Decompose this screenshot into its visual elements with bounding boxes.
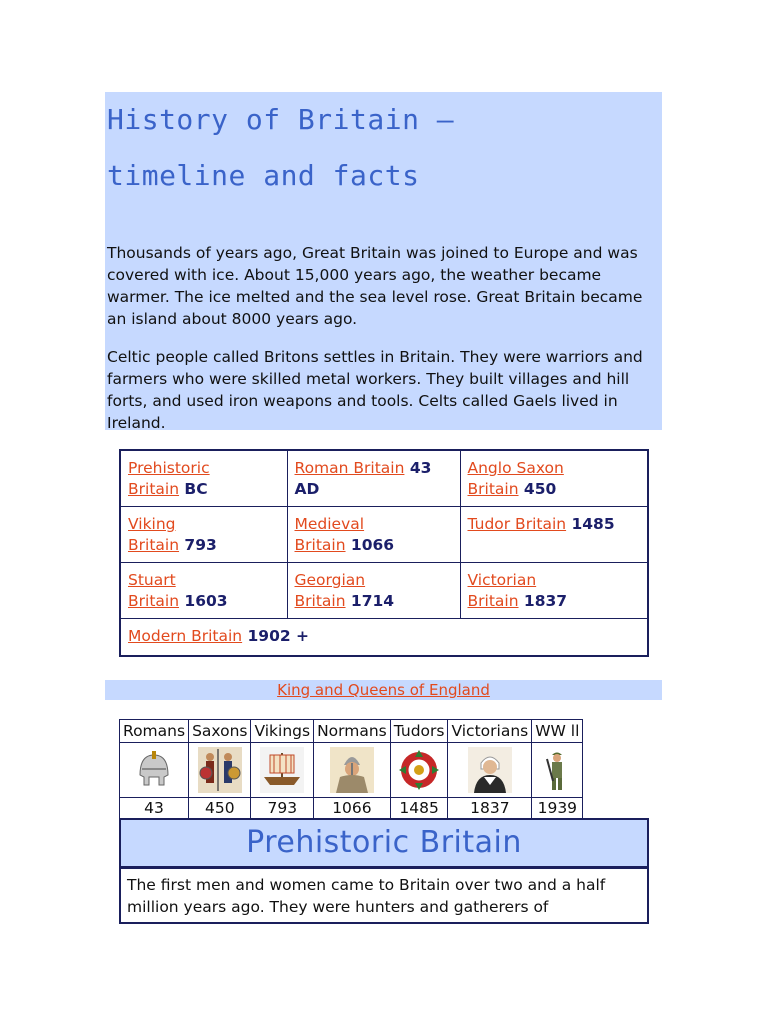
period-year: 1485 [390, 798, 448, 819]
era-link-medieval[interactable]: Medieval Britain [294, 515, 365, 554]
monarchs-table [119, 719, 583, 819]
title-line-1: History of Britain – [107, 103, 455, 136]
period-picture-cell[interactable] [251, 743, 314, 798]
title-line-2: timeline and facts [107, 159, 420, 192]
intro-paragraph-celts: Celtic people called Britons settles in Britain. They were warriors and farmers who were skilled metal workers. They built villages and hill forts, and used iron weapons and tools. Celts called Gaels lived in Ireland. [107, 348, 643, 432]
era-year: 1837 [518, 592, 568, 610]
soldier-icon[interactable] [535, 747, 579, 793]
kings-queens-link[interactable]: King and Queens of England [277, 681, 490, 699]
period-year: 450 [189, 798, 251, 819]
period-picture-cell[interactable] [390, 743, 448, 798]
era-year: 43 AD [294, 459, 432, 498]
era-link-roman[interactable]: Roman Britain [294, 459, 405, 477]
period-picture-cell[interactable] [448, 743, 532, 798]
prehistoric-text: The first men and women came to Britain over two and a half million years ago. They were hunters and gatherers of [119, 868, 649, 924]
period-picture-cell[interactable] [314, 743, 391, 798]
era-link-victorian[interactable]: Victorian Britain [467, 571, 537, 610]
queen-victoria-icon[interactable] [468, 747, 512, 793]
saxon-warriors-icon[interactable] [198, 747, 242, 793]
period-picture-cell[interactable] [189, 743, 251, 798]
era-cell-georgian [287, 563, 460, 619]
era-link-georgian[interactable]: Georgian Britain [294, 571, 366, 610]
viking-ship-icon[interactable] [260, 747, 304, 793]
era-cell-stuart [120, 563, 287, 619]
era-year: 1066 [345, 536, 395, 554]
period-name: Vikings [251, 720, 314, 743]
era-year: 1714 [345, 592, 395, 610]
period-name: Normans [314, 720, 391, 743]
period-name: Victorians [448, 720, 532, 743]
period-year: 1939 [532, 798, 583, 819]
era-year: 1485 [566, 515, 615, 533]
era-year: 1603 [179, 592, 228, 610]
norman-knight-icon[interactable] [330, 747, 374, 793]
era-links-table [119, 449, 649, 657]
page-title [107, 92, 647, 204]
intro-paragraph-ice: Thousands of years ago, Great Britain was joined to Europe and was covered with ice. About 15,000 years ago, the weather became warmer. The ice melted and the sea level rose. Great Britain became an island about 8000 years ago. [107, 244, 643, 328]
era-year: 793 [179, 536, 217, 554]
period-year: 43 [120, 798, 189, 819]
tudor-rose-icon[interactable] [397, 747, 441, 793]
era-link-prehistoric[interactable]: Prehistoric Britain [128, 459, 210, 498]
period-name: WW ll [532, 720, 583, 743]
era-cell-roman [287, 450, 460, 507]
period-picture-cell[interactable] [532, 743, 583, 798]
era-link-modern[interactable]: Modern Britain [128, 627, 243, 645]
era-link-tudor[interactable]: Tudor Britain [467, 515, 567, 533]
roman-helmet-icon[interactable] [132, 747, 176, 793]
period-picture-cell[interactable] [120, 743, 189, 798]
period-name: Tudors [390, 720, 448, 743]
era-cell-viking [120, 507, 287, 563]
era-year: BC [179, 480, 208, 498]
era-cell-prehistoric [120, 450, 287, 507]
era-cell-anglo-saxon [460, 450, 648, 507]
period-year: 793 [251, 798, 314, 819]
period-name: Saxons [189, 720, 251, 743]
era-cell-tudor [460, 507, 648, 563]
era-year: 1902 + [242, 627, 310, 645]
period-year: 1837 [448, 798, 532, 819]
period-name: Romans [120, 720, 189, 743]
era-link-viking[interactable]: Viking Britain [128, 515, 180, 554]
era-cell-victorian [460, 563, 648, 619]
era-link-stuart[interactable]: Stuart Britain [128, 571, 180, 610]
era-cell-medieval [287, 507, 460, 563]
era-cell-modern [120, 619, 648, 656]
period-year: 1066 [314, 798, 391, 819]
era-year: 450 [518, 480, 557, 498]
kings-queens-bar [105, 680, 662, 700]
prehistoric-heading: Prehistoric Britain [119, 818, 649, 868]
era-link-anglo-saxon[interactable]: Anglo Saxon Britain [467, 459, 564, 498]
